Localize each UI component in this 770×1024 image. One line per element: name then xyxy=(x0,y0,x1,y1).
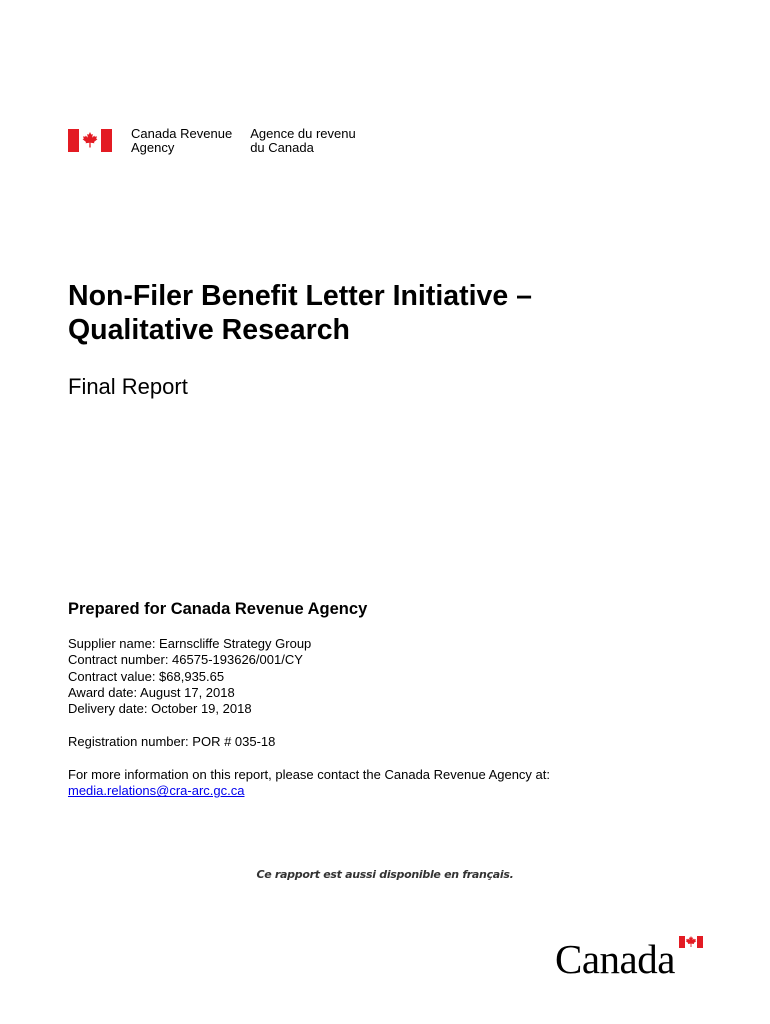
french-availability-note: Ce rapport est aussi disponible en français. xyxy=(256,868,514,881)
agency-name-en xyxy=(131,127,232,155)
agency-name-fr-line1: Agence du revenu xyxy=(250,126,356,141)
contract-value: Contract value: $68,935.65 xyxy=(68,668,225,684)
canada-flag-icon xyxy=(68,129,112,152)
contact-email-link[interactable]: media.relations@cra-arc.gc.ca xyxy=(68,783,245,799)
flag-right-bar xyxy=(101,129,112,152)
report-title-line2: Qualitative Research xyxy=(68,314,350,346)
prepared-for-heading: Prepared for Canada Revenue Agency xyxy=(68,600,368,618)
delivery-date: Delivery date: October 19, 2018 xyxy=(68,701,252,717)
agency-name-fr xyxy=(250,127,356,155)
agency-wordmark xyxy=(131,127,356,155)
canada-flag-icon xyxy=(679,936,703,948)
mini-flag-center xyxy=(685,936,697,948)
supplier-name: Supplier name: Earnscliffe Strategy Group xyxy=(68,636,312,651)
agency-name-en-line2: Agency xyxy=(131,140,175,155)
contract-number: Contract number: 46575-193626/001/CY xyxy=(68,652,303,668)
contract-details xyxy=(68,636,311,717)
registration-number: Registration number: POR # 035-18 xyxy=(68,734,276,749)
contact-info xyxy=(68,767,550,800)
agency-name-en-line1: Canada Revenue xyxy=(131,126,233,141)
award-date: Award date: August 17, 2018 xyxy=(68,684,235,700)
flag-left-bar xyxy=(68,129,79,152)
canada-wordmark-text: Canada xyxy=(555,936,675,982)
agency-signature xyxy=(68,127,356,155)
contact-text: For more information on this report, please contact the Canada Revenue Agency at: xyxy=(68,767,550,782)
report-title-line1: Non-Filer Benefit Letter Initiative – xyxy=(68,280,532,312)
flag-center xyxy=(79,129,101,152)
maple-leaf-icon xyxy=(82,132,98,149)
mini-flag-right-bar xyxy=(697,936,703,948)
agency-name-fr-line2: du Canada xyxy=(250,140,314,155)
maple-leaf-icon xyxy=(685,936,697,948)
report-subtitle: Final Report xyxy=(68,374,188,399)
report-title xyxy=(68,279,708,347)
canada-wordmark xyxy=(555,936,705,981)
